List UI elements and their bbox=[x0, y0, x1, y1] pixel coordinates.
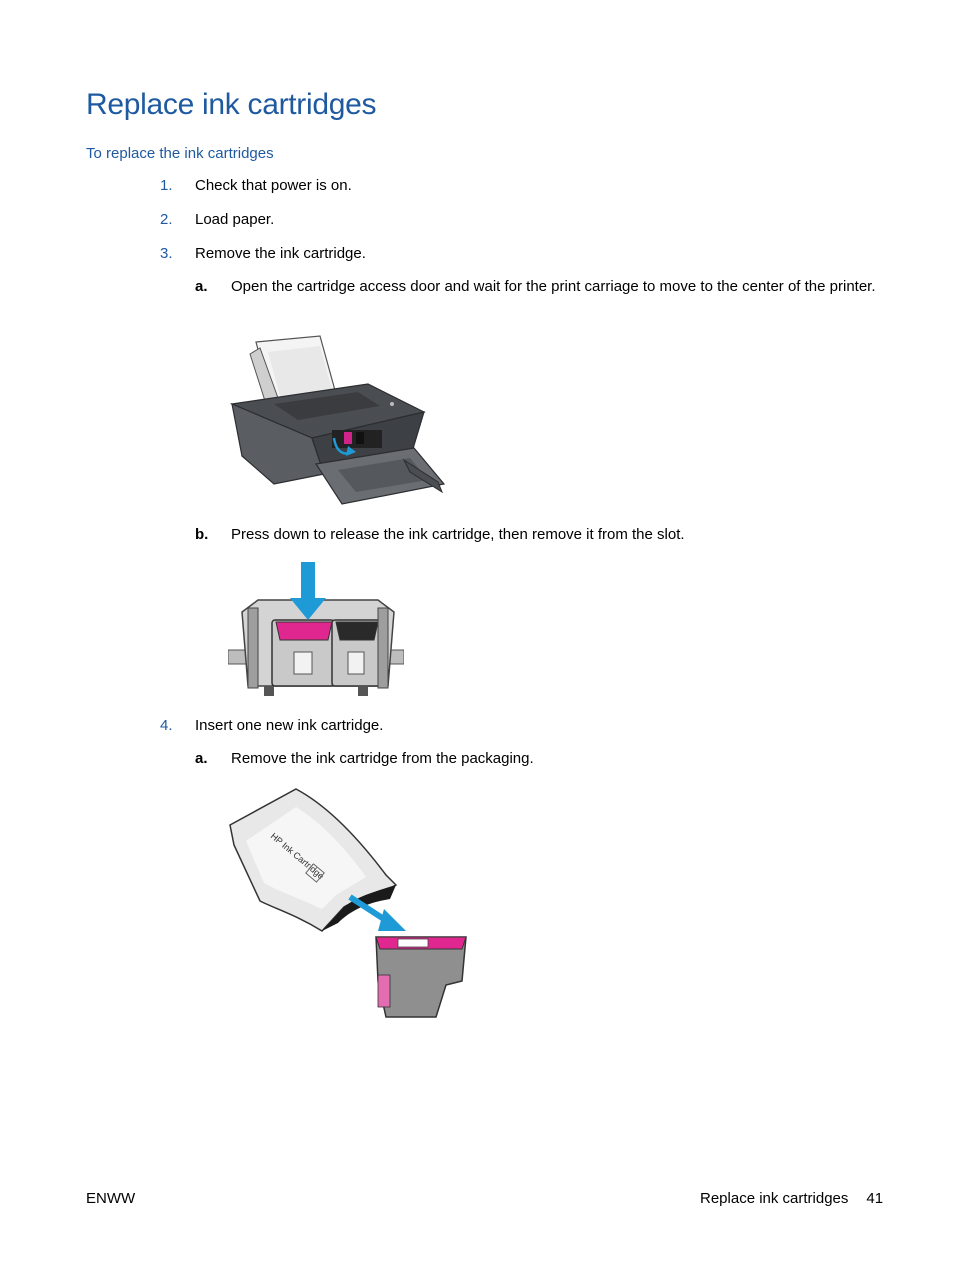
step-text: Check that power is on. bbox=[195, 177, 352, 194]
substep-3b-text: Press down to release the ink cartridge, then remove it from the slot. bbox=[231, 526, 685, 543]
footer-right bbox=[700, 1190, 883, 1207]
page-number: 41 bbox=[866, 1190, 884, 1207]
footer-section-title: Replace ink cartridges bbox=[700, 1190, 849, 1207]
substep-3b-letter: b. bbox=[195, 526, 209, 543]
step-4-number: 4. bbox=[160, 717, 173, 734]
substep-3a-letter: a. bbox=[195, 278, 208, 295]
step-2-text: Load paper. bbox=[195, 211, 275, 228]
substep-3a-text: Open the cartridge access door and wait for the print carriage to move to the center of the printer. bbox=[231, 278, 876, 295]
step-3-number: 3. bbox=[160, 245, 173, 262]
cartridge-unpacking-illustration bbox=[226, 785, 472, 1021]
step-4-text: Insert one new ink cartridge. bbox=[195, 717, 384, 734]
step-number: 1. bbox=[160, 177, 173, 194]
page-title: Replace ink cartridges bbox=[86, 88, 377, 121]
substep-4a-letter: a. bbox=[195, 750, 208, 767]
cartridge-release-illustration bbox=[228, 560, 404, 700]
footer-left-label: ENWW bbox=[86, 1190, 136, 1207]
packaging-label: HP Ink Cartridge bbox=[268, 830, 326, 882]
printer-open-door-illustration bbox=[228, 334, 450, 508]
step-3-text: Remove the ink cartridge. bbox=[195, 245, 366, 262]
procedure-heading: To replace the ink cartridges bbox=[86, 145, 274, 162]
step-2-number: 2. bbox=[160, 211, 173, 228]
substep-4a-text: Remove the ink cartridge from the packaging. bbox=[231, 750, 534, 767]
